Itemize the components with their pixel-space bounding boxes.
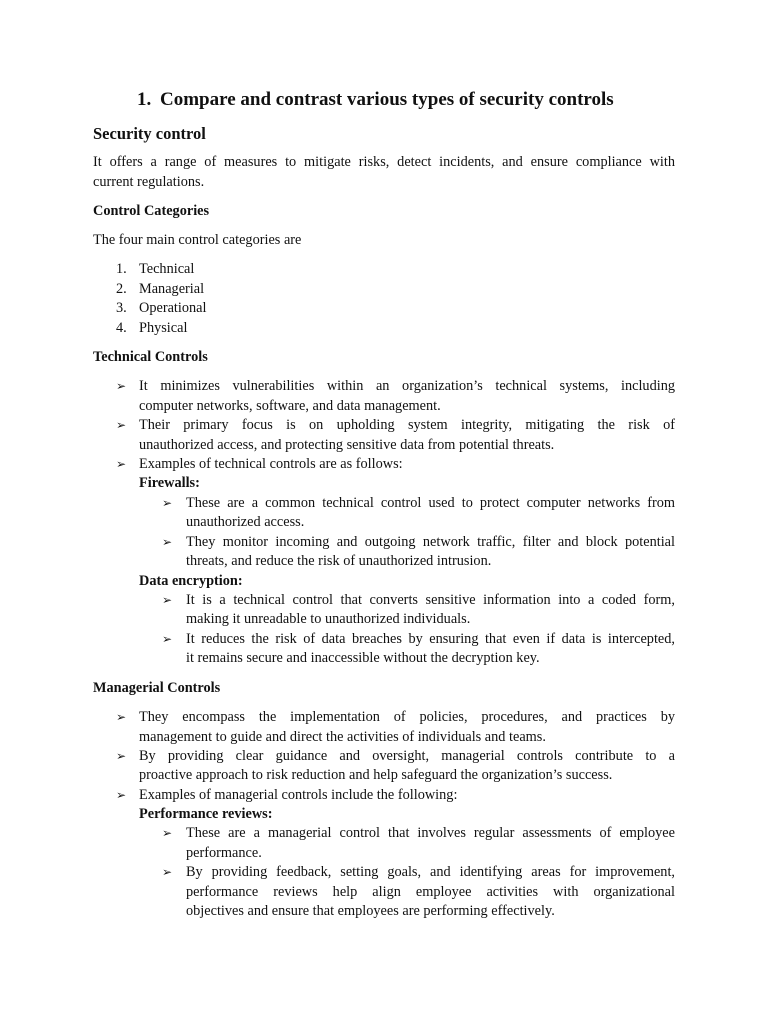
category-num: 4. (116, 320, 127, 336)
technical-bullet-2-line-2: unauthorized access, and protecting sensitive data from potential threats. (139, 437, 555, 453)
encryption-bullet-2-line-2: it remains secure and inaccessible without the decryption key. (186, 650, 540, 666)
firewalls-label: Firewalls: (139, 475, 200, 491)
managerial-bullet-2-line-1: By providing clear guidance and oversight, managerial controls contribute to a (139, 748, 675, 764)
arrow-bullet-icon: ➢ (162, 496, 173, 510)
arrow-bullet-icon: ➢ (116, 710, 127, 724)
technical-bullet-1-line-1: It minimizes vulnerabilities within an organization’s technical systems, including (139, 378, 675, 394)
reviews-bullet-2-line-1: By providing feedback, setting goals, and identifying areas for improvement, (186, 864, 675, 880)
managerial-bullet-1-line-1: They encompass the implementation of policies, procedures, and practices by (139, 709, 675, 725)
category-num: 3. (116, 300, 127, 316)
reviews-bullet-2-line-3: objectives and ensure that employees are performing effectively. (186, 903, 555, 919)
security-control-heading: Security control (93, 124, 206, 143)
page-title (137, 88, 614, 112)
reviews-bullet-2-line-2: performance reviews help align employee activities with organizational (186, 884, 675, 900)
arrow-bullet-icon: ➢ (162, 826, 173, 840)
managerial-bullet-3: Examples of managerial controls include the following: (139, 787, 458, 803)
category-label: Technical (139, 261, 195, 277)
technical-controls-heading: Technical Controls (93, 349, 208, 365)
title-text: Compare and contrast various types of security controls (160, 89, 614, 110)
security-control-para-line-2: current regulations. (93, 174, 205, 190)
control-categories-heading: Control Categories (93, 203, 210, 219)
technical-bullet-2-line-1: Their primary focus is on upholding system integrity, mitigating the risk of (139, 417, 675, 433)
control-categories-intro: The four main control categories are (93, 232, 302, 248)
performance-reviews-label: Performance reviews: (139, 806, 273, 822)
arrow-bullet-icon: ➢ (162, 632, 173, 646)
reviews-bullet-1-line-1: These are a managerial control that involves regular assessments of employee (186, 825, 675, 841)
managerial-bullet-2-line-2: proactive approach to risk reduction and help safeguard the organization’s success. (139, 767, 613, 783)
reviews-bullet-1-line-2: performance. (186, 845, 262, 861)
category-label: Physical (139, 320, 188, 336)
category-num: 2. (116, 281, 127, 297)
technical-bullet-1-line-2: computer networks, software, and data management. (139, 398, 441, 414)
encryption-bullet-1-line-2: making it unreadable to unauthorized individuals. (186, 611, 471, 627)
security-control-para-line-1: It offers a range of measures to mitigate risks, detect incidents, and ensure compliance with (93, 154, 675, 170)
category-label: Operational (139, 300, 207, 316)
technical-bullet-3: Examples of technical controls are as follows: (139, 456, 403, 472)
arrow-bullet-icon: ➢ (116, 418, 127, 432)
managerial-controls-heading: Managerial Controls (93, 680, 221, 696)
managerial-bullet-1-line-2: management to guide and direct the activities of individuals and teams. (139, 729, 546, 745)
encryption-bullet-1-line-1: It is a technical control that converts sensitive information into a coded form, (186, 592, 675, 608)
arrow-bullet-icon: ➢ (162, 535, 173, 549)
data-encryption-label: Data encryption: (139, 573, 243, 589)
arrow-bullet-icon: ➢ (116, 749, 127, 763)
encryption-bullet-2-line-1: It reduces the risk of data breaches by ensuring that even if data is intercepted, (186, 631, 675, 647)
arrow-bullet-icon: ➢ (116, 788, 127, 802)
arrow-bullet-icon: ➢ (162, 593, 173, 607)
arrow-bullet-icon: ➢ (116, 457, 127, 471)
category-num: 1. (116, 261, 127, 277)
firewalls-bullet-1-line-1: These are a common technical control used to protect computer networks from (186, 495, 675, 511)
title-number: 1. (137, 89, 152, 110)
firewalls-bullet-1-line-2: unauthorized access. (186, 514, 305, 530)
arrow-bullet-icon: ➢ (162, 865, 173, 879)
category-label: Managerial (139, 281, 205, 297)
firewalls-bullet-2-line-2: threats, and reduce the risk of unauthorized intrusion. (186, 553, 492, 569)
firewalls-bullet-2-line-1: They monitor incoming and outgoing network traffic, filter and block potential (186, 534, 675, 550)
arrow-bullet-icon: ➢ (116, 379, 127, 393)
